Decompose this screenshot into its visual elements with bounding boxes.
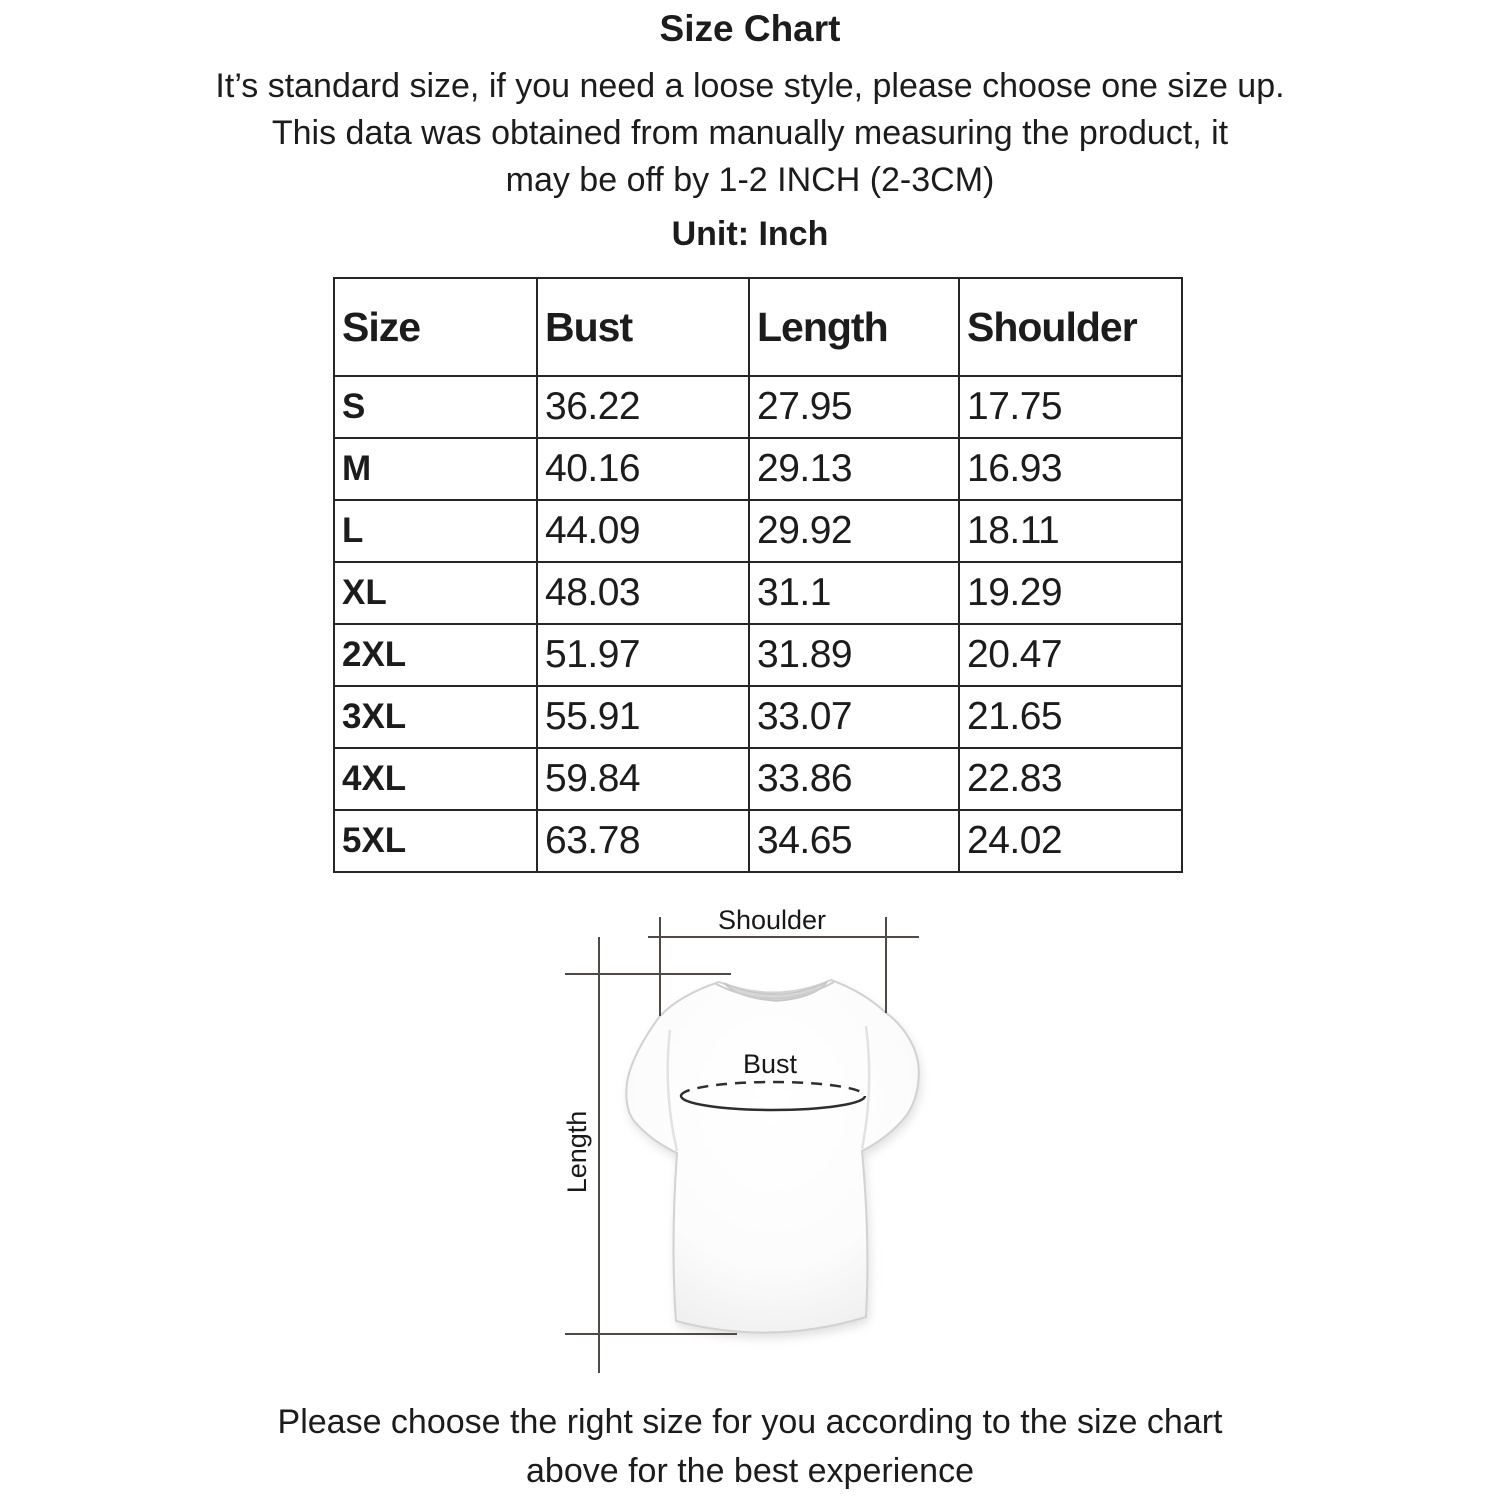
measurement-cell: 34.65 <box>749 810 959 872</box>
table-row-xl <box>334 562 1182 624</box>
measurement-cell: 63.78 <box>537 810 749 872</box>
disclaimer-line-1: It’s standard size, if you need a loose style, please choose one size up. <box>215 67 1285 105</box>
table-row-m <box>334 438 1182 500</box>
measurement-cell: 40.16 <box>537 438 749 500</box>
size-cell: L <box>334 500 537 562</box>
length-dimension-label: Length <box>562 1110 592 1194</box>
footer-note <box>0 1398 1500 1496</box>
size-cell: 4XL <box>334 748 537 810</box>
page-title: Size Chart <box>659 8 841 49</box>
table-row-s <box>334 376 1182 438</box>
measurement-cell: 33.07 <box>749 686 959 748</box>
tshirt-measurement-diagram <box>550 895 980 1385</box>
size-cell: 2XL <box>334 624 537 686</box>
measurement-cell: 24.02 <box>959 810 1182 872</box>
measurement-cell: 21.65 <box>959 686 1182 748</box>
measurement-cell: 16.93 <box>959 438 1182 500</box>
column-header-length: Length <box>749 278 959 376</box>
measurement-cell: 18.11 <box>959 500 1182 562</box>
table-row-2xl <box>334 624 1182 686</box>
size-cell: 3XL <box>334 686 537 748</box>
column-header-size: Size <box>334 278 537 376</box>
measurement-cell: 27.95 <box>749 376 959 438</box>
measurement-cell: 33.86 <box>749 748 959 810</box>
measurement-cell: 17.75 <box>959 376 1182 438</box>
measurement-cell: 48.03 <box>537 562 749 624</box>
measurement-cell: 31.1 <box>749 562 959 624</box>
measurement-cell: 22.83 <box>959 748 1182 810</box>
bust-dimension-label: Bust <box>742 1049 798 1079</box>
size-cell: S <box>334 376 537 438</box>
measurement-cell: 51.97 <box>537 624 749 686</box>
shoulder-dimension-label: Shoulder <box>717 905 827 935</box>
footer-line-1: Please choose the right size for you according to the size chart <box>277 1403 1223 1441</box>
size-disclaimer <box>0 63 1500 204</box>
measurement-cell: 55.91 <box>537 686 749 748</box>
measurement-cell: 31.89 <box>749 624 959 686</box>
column-header-bust: Bust <box>537 278 749 376</box>
table-row-l <box>334 500 1182 562</box>
measurement-cell: 19.29 <box>959 562 1182 624</box>
size-cell: XL <box>334 562 537 624</box>
size-cell: M <box>334 438 537 500</box>
table-row-4xl <box>334 748 1182 810</box>
size-table-body <box>334 376 1182 872</box>
measurement-cell: 59.84 <box>537 748 749 810</box>
disclaimer-line-2: This data was obtained from manually measuring the product, it <box>271 114 1229 152</box>
measurement-cell: 44.09 <box>537 500 749 562</box>
unit-label: Unit: Inch <box>671 215 829 253</box>
footer-line-2: above for the best experience <box>526 1452 974 1490</box>
column-header-shoulder: Shoulder <box>959 278 1182 376</box>
header-row <box>334 278 1182 376</box>
measurement-cell: 29.92 <box>749 500 959 562</box>
size-table <box>333 277 1183 873</box>
measurement-cell: 20.47 <box>959 624 1182 686</box>
size-cell: 5XL <box>334 810 537 872</box>
size-table-header <box>334 278 1182 376</box>
measurement-cell: 36.22 <box>537 376 749 438</box>
measurement-cell: 29.13 <box>749 438 959 500</box>
table-row-3xl <box>334 686 1182 748</box>
table-row-5xl <box>334 810 1182 872</box>
disclaimer-line-3: may be off by 1-2 INCH (2-3CM) <box>505 161 995 199</box>
